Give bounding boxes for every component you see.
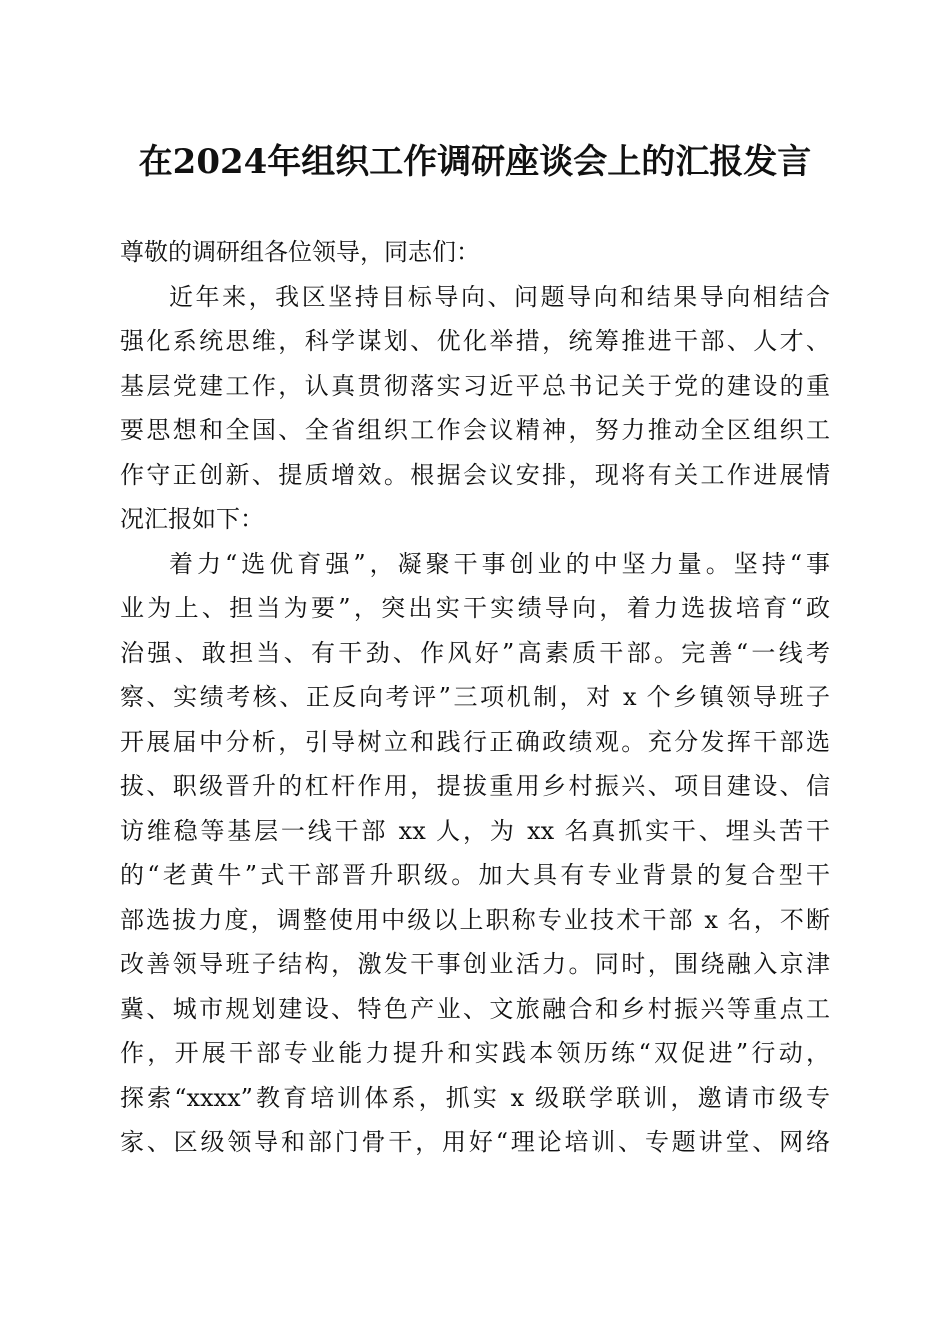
paragraph-line: 业为上、担当为要”，突出实干实绩导向，着力选拔培育“政	[120, 594, 830, 622]
paragraph-line: 要思想和全国、全省组织工作会议精神，努力推动全区组织工	[120, 416, 830, 444]
paragraph-line: 家、区级领导和部门骨干，用好“理论培训、专题讲堂、网络	[120, 1128, 830, 1156]
paragraph-line: 冀、城市规划建设、特色产业、文旅融合和乡村振兴等重点工	[120, 994, 830, 1023]
paragraph-line: 拔、职级晋升的杠杆作用，提拔重用乡村振兴、项目建设、信	[120, 772, 830, 800]
paragraph-line: 改善领导班子结构，激发干事创业活力。同时，围绕融入京津	[120, 950, 830, 978]
paragraph-line: 基层党建工作，认真贯彻落实习近平总书记关于党的建设的重	[120, 371, 830, 400]
document-title: 在2024年组织工作调研座谈会上的汇报发言	[138, 142, 812, 182]
paragraph-line: 强化系统思维，科学谋划、优化举措，统筹推进干部、人才、	[120, 327, 830, 355]
paragraph-line: 的“老黄牛”式干部晋升职级。加大具有专业背景的复合型干	[120, 861, 830, 889]
paragraph-line: 察、实绩考核、正反向考评”三项机制，对 x 个乡镇领导班子	[120, 683, 830, 711]
salutation-line: 尊敬的调研组各位领导，同志们：	[120, 238, 480, 266]
paragraph-line: 作，开展干部专业能力提升和实践本领历练“双促进”行动，	[120, 1039, 830, 1067]
paragraph-line: 近年来，我区坚持目标导向、问题导向和结果导向相结合	[169, 282, 830, 311]
paragraph-line: 访维稳等基层一线干部 xx 人，为 xx 名真抓实干、埋头苦干	[120, 816, 830, 845]
paragraph-line: 况汇报如下：	[120, 505, 264, 533]
paragraph-line: 部选拔力度，调整使用中级以上职称专业技术干部 x 名，不断	[120, 905, 830, 934]
paragraph-line: 作守正创新、提质增效。根据会议安排，现将有关工作进展情	[120, 460, 830, 489]
document-body	[120, 230, 830, 1165]
paragraph-line: 探索“xxxx”教育培训体系，抓实 x 级联学联训，邀请市级专	[120, 1083, 830, 1112]
paragraph-line: 着力“选优育强”，凝聚干事创业的中坚力量。坚持“事	[169, 549, 830, 578]
paragraph-line: 治强、敢担当、有干劲、作风好”高素质干部。完善“一线考	[120, 638, 830, 667]
paragraph-line: 开展届中分析，引导树立和践行正确政绩观。充分发挥干部选	[120, 727, 830, 756]
